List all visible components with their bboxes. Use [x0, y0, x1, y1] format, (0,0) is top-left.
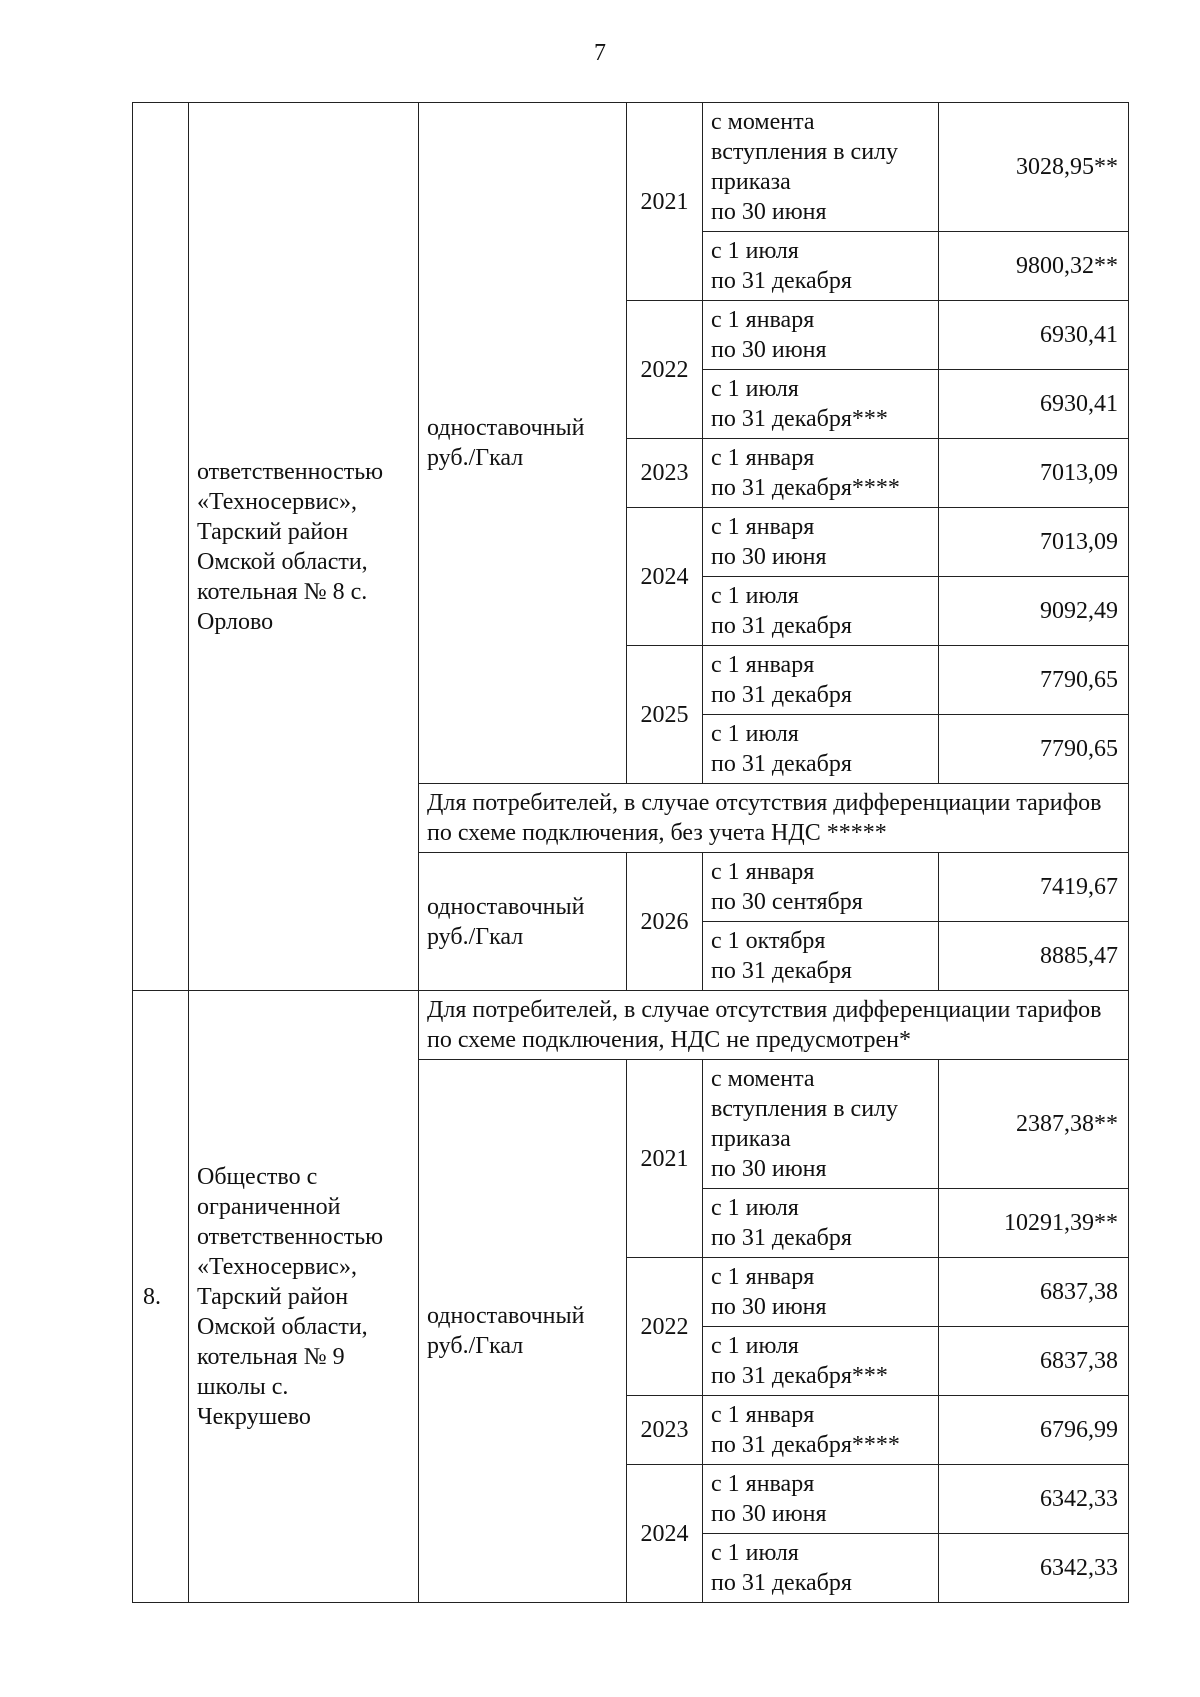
- period-line: с 1 января: [711, 1402, 815, 1428]
- year-cell: 2021: [627, 1060, 703, 1258]
- tariff-value-cell: 6342,33: [939, 1534, 1129, 1603]
- organization-line: Омской области,: [197, 548, 368, 575]
- year-cell: 2021: [627, 103, 703, 301]
- period-line: с 1 июля: [711, 1540, 799, 1566]
- period-line: по 31 декабря: [711, 1225, 852, 1251]
- period-cell: [703, 853, 939, 922]
- tariff-value-cell: 9092,49: [939, 577, 1129, 646]
- period-cell: [703, 715, 939, 784]
- year-cell: 2024: [627, 508, 703, 646]
- period-line: с 1 июля: [711, 1333, 799, 1359]
- period-line: по 31 декабря: [711, 268, 852, 294]
- tariff-type-line: одноставочный: [427, 1303, 585, 1329]
- tariff-value-cell: 7419,67: [939, 853, 1129, 922]
- tariff-value-cell: 9800,32**: [939, 232, 1129, 301]
- organization-line: ограниченной: [197, 1193, 341, 1220]
- period-line: с момента: [711, 1066, 815, 1092]
- period-line: по 30 июня: [711, 1294, 827, 1320]
- organization-line: Чекрушево: [197, 1403, 311, 1430]
- tariff-value-cell: 10291,39**: [939, 1189, 1129, 1258]
- year-cell: 2022: [627, 1258, 703, 1396]
- period-line: с 1 июля: [711, 238, 799, 264]
- page-number: 7: [594, 40, 606, 66]
- period-cell: [703, 1534, 939, 1603]
- year-cell: 2026: [627, 853, 703, 991]
- row-number-cell: [133, 103, 189, 991]
- table-row: [133, 103, 1129, 232]
- period-line: приказа: [711, 169, 791, 195]
- organization-line: котельная № 9: [197, 1343, 345, 1370]
- period-line: по 30 июня: [711, 337, 827, 363]
- year-cell: 2025: [627, 646, 703, 784]
- period-line: по 30 сентября: [711, 889, 863, 915]
- tariff-value-cell: 7790,65: [939, 715, 1129, 784]
- tariff-value-cell: 6796,99: [939, 1396, 1129, 1465]
- period-line: по 31 декабря***: [711, 1363, 888, 1389]
- period-line: с 1 октября: [711, 928, 826, 954]
- period-cell: [703, 1258, 939, 1327]
- tariff-table: [132, 102, 1129, 1603]
- period-line: с 1 января: [711, 859, 815, 885]
- table-row: [133, 991, 1129, 1060]
- tariff-value-cell: 2387,38**: [939, 1060, 1129, 1189]
- tariff-value-cell: 7790,65: [939, 646, 1129, 715]
- period-line: вступления в силу: [711, 139, 899, 165]
- period-line: по 31 декабря: [711, 682, 852, 708]
- organization-line: школы с.: [197, 1373, 289, 1400]
- period-line: с 1 января: [711, 514, 815, 540]
- period-cell: [703, 577, 939, 646]
- period-cell: [703, 1396, 939, 1465]
- organization-cell: [189, 103, 419, 991]
- period-cell: [703, 370, 939, 439]
- tariff-type-line: руб./Гкал: [427, 445, 524, 471]
- period-cell: [703, 103, 939, 232]
- period-cell: [703, 508, 939, 577]
- period-cell: [703, 301, 939, 370]
- period-line: с 1 июля: [711, 583, 799, 609]
- period-line: с 1 июля: [711, 376, 799, 402]
- organization-line: ответственностью: [197, 458, 384, 485]
- period-line: по 30 июня: [711, 1156, 827, 1182]
- organization-line: Омской области,: [197, 1313, 368, 1340]
- period-line: по 31 декабря: [711, 751, 852, 777]
- period-line: по 30 июня: [711, 199, 827, 225]
- period-cell: [703, 1327, 939, 1396]
- tariff-value-cell: 6837,38: [939, 1327, 1129, 1396]
- period-line: с 1 января: [711, 307, 815, 333]
- tariff-type-line: одноставочный: [427, 415, 585, 441]
- consumer-note-cell: Для потребителей, в случае отсутствия дифференциации тарифов по схеме подключения, НДС не предусмотрен*: [419, 991, 1129, 1060]
- tariff-value-cell: 6930,41: [939, 301, 1129, 370]
- period-line: по 31 декабря: [711, 613, 852, 639]
- tariff-type-line: руб./Гкал: [427, 923, 524, 950]
- tariff-type-line: руб./Гкал: [427, 1333, 524, 1359]
- period-line: с момента: [711, 109, 815, 135]
- tariff-value-cell: 8885,47: [939, 922, 1129, 991]
- period-cell: [703, 922, 939, 991]
- organization-line: ответственностью: [197, 1223, 384, 1250]
- tariff-value-cell: 7013,09: [939, 508, 1129, 577]
- period-cell: [703, 1189, 939, 1258]
- period-line: с 1 января: [711, 1471, 815, 1497]
- period-line: по 31 декабря: [711, 958, 852, 984]
- tariff-value-cell: 7013,09: [939, 439, 1129, 508]
- tariff-type-cell: [419, 103, 627, 784]
- period-line: с 1 января: [711, 445, 815, 471]
- tariff-type-cell: [419, 853, 627, 991]
- tariff-type-cell: [419, 1060, 627, 1603]
- period-line: по 31 декабря***: [711, 406, 888, 432]
- period-line: по 30 июня: [711, 1501, 827, 1527]
- tariff-value-cell: 3028,95**: [939, 103, 1129, 232]
- year-cell: 2023: [627, 1396, 703, 1465]
- period-cell: [703, 439, 939, 508]
- row-number-cell: 8.: [133, 991, 189, 1603]
- period-line: по 31 декабря: [711, 1570, 852, 1596]
- organization-line: «Техносервис»,: [197, 1253, 357, 1280]
- organization-line: «Техносервис»,: [197, 488, 357, 515]
- period-cell: [703, 646, 939, 715]
- period-cell: [703, 1060, 939, 1189]
- period-line: приказа: [711, 1126, 791, 1152]
- tariff-type-line: одноставочный: [427, 893, 585, 920]
- period-line: с 1 января: [711, 1264, 815, 1290]
- year-cell: 2023: [627, 439, 703, 508]
- tariff-value-cell: 6837,38: [939, 1258, 1129, 1327]
- organization-line: Тарский район: [197, 518, 349, 545]
- period-line: с 1 июля: [711, 1195, 799, 1221]
- period-line: по 30 июня: [711, 544, 827, 570]
- period-line: по 31 декабря****: [711, 475, 900, 501]
- organization-line: Общество с: [197, 1163, 318, 1190]
- organization-line: Орлово: [197, 608, 274, 635]
- tariff-value-cell: 6342,33: [939, 1465, 1129, 1534]
- organization-cell: [189, 991, 419, 1603]
- organization-line: Тарский район: [197, 1283, 349, 1310]
- period-cell: [703, 232, 939, 301]
- tariff-value-cell: 6930,41: [939, 370, 1129, 439]
- period-line: с 1 января: [711, 652, 815, 678]
- organization-line: котельная № 8 с.: [197, 578, 368, 605]
- year-cell: 2024: [627, 1465, 703, 1603]
- year-cell: 2022: [627, 301, 703, 439]
- consumer-note-cell: Для потребителей, в случае отсутствия дифференциации тарифов по схеме подключения, без учета НДС *****: [419, 784, 1129, 853]
- period-line: вступления в силу: [711, 1096, 899, 1122]
- period-line: с 1 июля: [711, 721, 799, 747]
- period-cell: [703, 1465, 939, 1534]
- period-line: по 31 декабря****: [711, 1432, 900, 1458]
